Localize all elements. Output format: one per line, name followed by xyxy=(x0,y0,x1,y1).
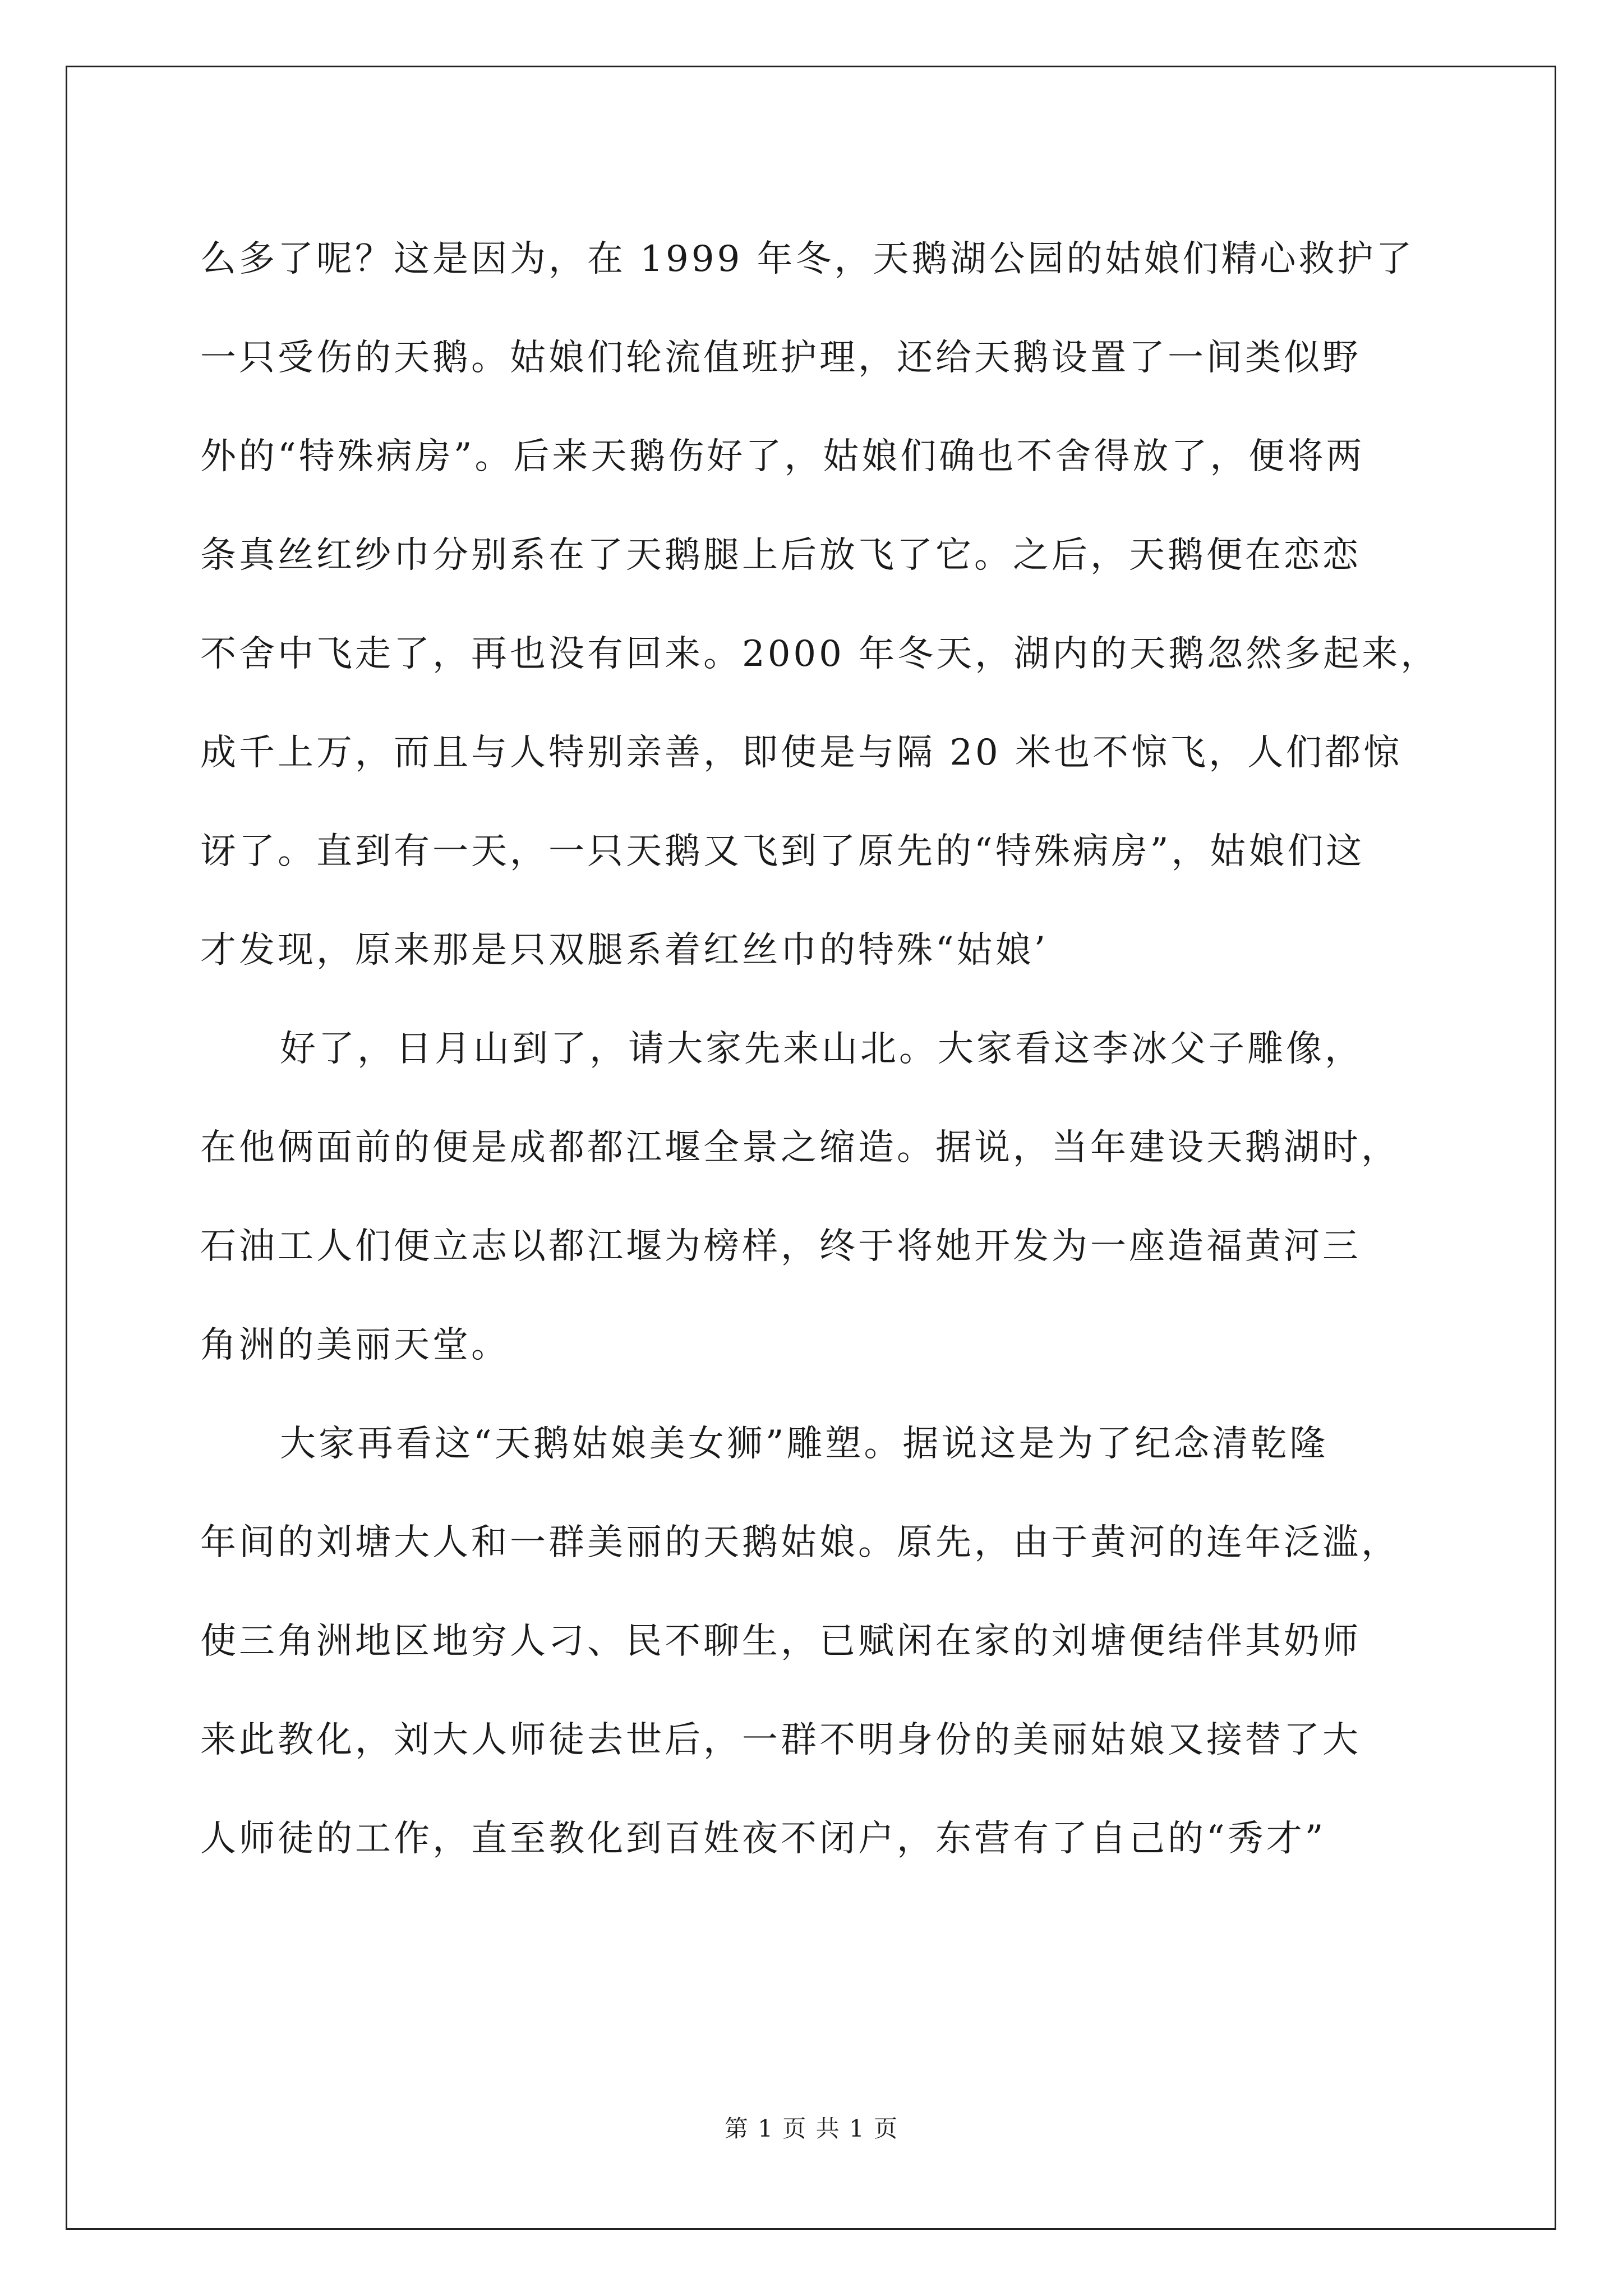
text-line: 石油工人们便立志以都江堰为榜样，终于将她开发为一座造福黄河三 xyxy=(200,1226,1361,1267)
text-line: 角洲的美丽天堂。 xyxy=(200,1324,510,1366)
text-line: 不舍中飞走了，再也没有回来。2000 年冬天，湖内的天鹅忽然多起来， xyxy=(200,633,1440,675)
text-line: 年间的刘塘大人和一群美丽的天鹅姑娘。原先，由于黄河的连年泛滥， xyxy=(200,1522,1400,1563)
text-line: 来此教化，刘大人师徒去世后，一群不明身份的美丽姑娘又接替了大 xyxy=(200,1719,1361,1761)
text-line: 么多了呢？这是因为，在 1999 年冬，天鹅湖公园的姑娘们精心救护了 xyxy=(200,238,1415,280)
text-line: 一只受伤的天鹅。姑娘们轮流值班护理，还给天鹅设置了一间类似野 xyxy=(200,337,1361,379)
text-line: 使三角洲地区地穷人刁、民不聊生，已赋闲在家的刘塘便结伴其奶师 xyxy=(200,1621,1361,1662)
text-line: 才发现，原来那是只双腿系着红丝巾的特殊“姑娘’ xyxy=(200,930,1049,971)
text-line: 人师徒的工作，直至教化到百姓夜不闭户，东营有了自己的“秀才” xyxy=(200,1818,1326,1860)
text-line: 成千上万，而且与人特别亲善，即使是与隔 20 米也不惊飞，人们都惊 xyxy=(200,732,1403,774)
text-line: 条真丝红纱巾分别系在了天鹅腿上后放飞了它。之后，天鹅便在恋恋 xyxy=(200,535,1361,576)
text-line: 外的“特殊病房”。后来天鹅伤好了，姑娘们确也不舍得放了，便将两 xyxy=(200,436,1365,477)
text-line: 讶了。直到有一天，一只天鹅又飞到了原先的“特殊病房”，姑娘们这 xyxy=(200,831,1365,872)
document-body xyxy=(200,210,1459,1888)
page-number-footer: 第 1 页 共 1 页 xyxy=(724,2115,899,2142)
text-line: 在他俩面前的便是成都都江堰全景之缩造。据说，当年建设天鹅湖时， xyxy=(200,1127,1400,1168)
text-line: 好了，日月山到了，请大家先来山北。大家看这李冰父子雕像， xyxy=(280,1028,1363,1070)
text-line: 大家再看这“天鹅姑娘美女狮”雕塑。据说这是为了纪念清乾隆 xyxy=(280,1423,1329,1465)
